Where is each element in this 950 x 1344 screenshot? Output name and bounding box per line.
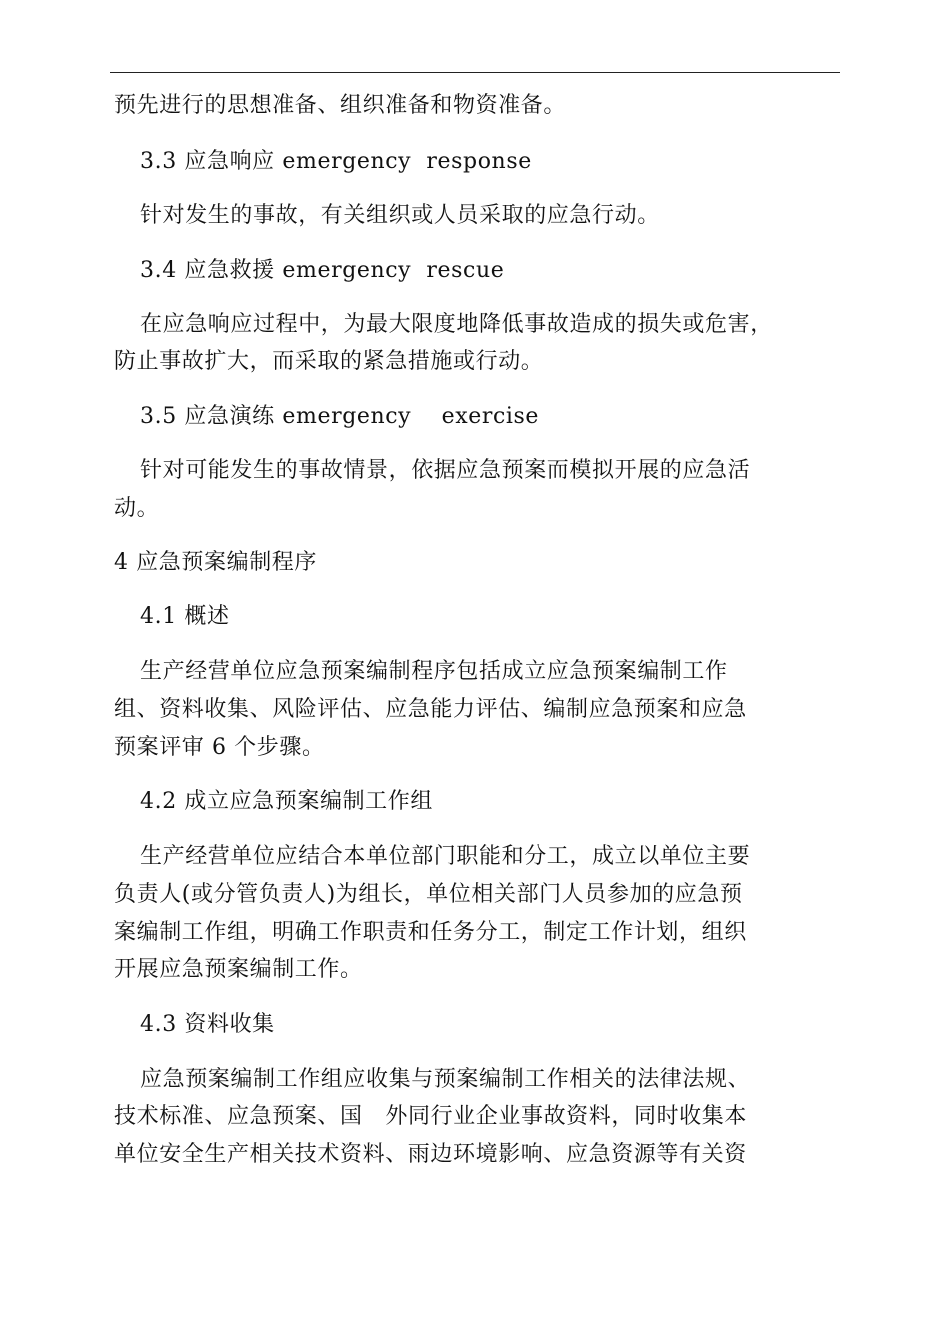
text-line: 组、资料收集、风险评估、应急能力评估、编制应急预案和应急 bbox=[114, 697, 747, 722]
text-line: 在应急响应过程中，为最大限度地降低事故造成的损失或危害， bbox=[140, 312, 773, 337]
section-heading-3-3: 3.3 应急响应 emergency response bbox=[140, 149, 532, 174]
text-line: 技术标准、应急预案、国 外同行业企业事故资料，同时收集本 bbox=[114, 1104, 747, 1129]
text-line: 预案评审 6 个步骤。 bbox=[114, 735, 325, 760]
text-line: 动。 bbox=[114, 496, 160, 521]
text-line: 针对可能发生的事故情景，依据应急预案而模拟开展的应急活 bbox=[140, 458, 751, 483]
section-heading-4-2: 4.2 成立应急预案编制工作组 bbox=[140, 789, 433, 814]
section-heading-3-4: 3.4 应急救援 emergency rescue bbox=[140, 258, 505, 283]
text-line: 生产经营单位应结合本单位部门职能和分工，成立以单位主要 bbox=[140, 844, 751, 869]
text-line: 单位安全生产相关技术资料、雨边环境影响、应急资源等有关资 bbox=[114, 1142, 747, 1167]
section-heading-4-1: 4.1 概述 bbox=[140, 604, 230, 629]
text-line: 负责人(或分管负责人)为组长，单位相关部门人员参加的应急预 bbox=[114, 882, 743, 907]
section-heading-4: 4 应急预案编制程序 bbox=[114, 550, 317, 575]
text-line: 生产经营单位应急预案编制程序包括成立应急预案编制工作 bbox=[140, 659, 728, 684]
section-heading-3-5: 3.5 应急演练 emergency exercise bbox=[140, 404, 540, 429]
header-rule bbox=[110, 72, 840, 73]
text-line: 案编制工作组，明确工作职责和任务分工，制定工作计划，组织 bbox=[114, 920, 747, 945]
text-line: 防止事故扩大，而采取的紧急措施或行动。 bbox=[114, 349, 544, 374]
text-line: 应急预案编制工作组应收集与预案编制工作相关的法律法规、 bbox=[140, 1067, 751, 1092]
text-line: 针对发生的事故，有关组织或人员采取的应急行动。 bbox=[140, 203, 660, 228]
text-line: 开展应急预案编制工作。 bbox=[114, 957, 363, 982]
text-line: 预先进行的思想准备、组织准备和物资准备。 bbox=[114, 93, 567, 118]
section-heading-4-3: 4.3 资料收集 bbox=[140, 1012, 275, 1037]
